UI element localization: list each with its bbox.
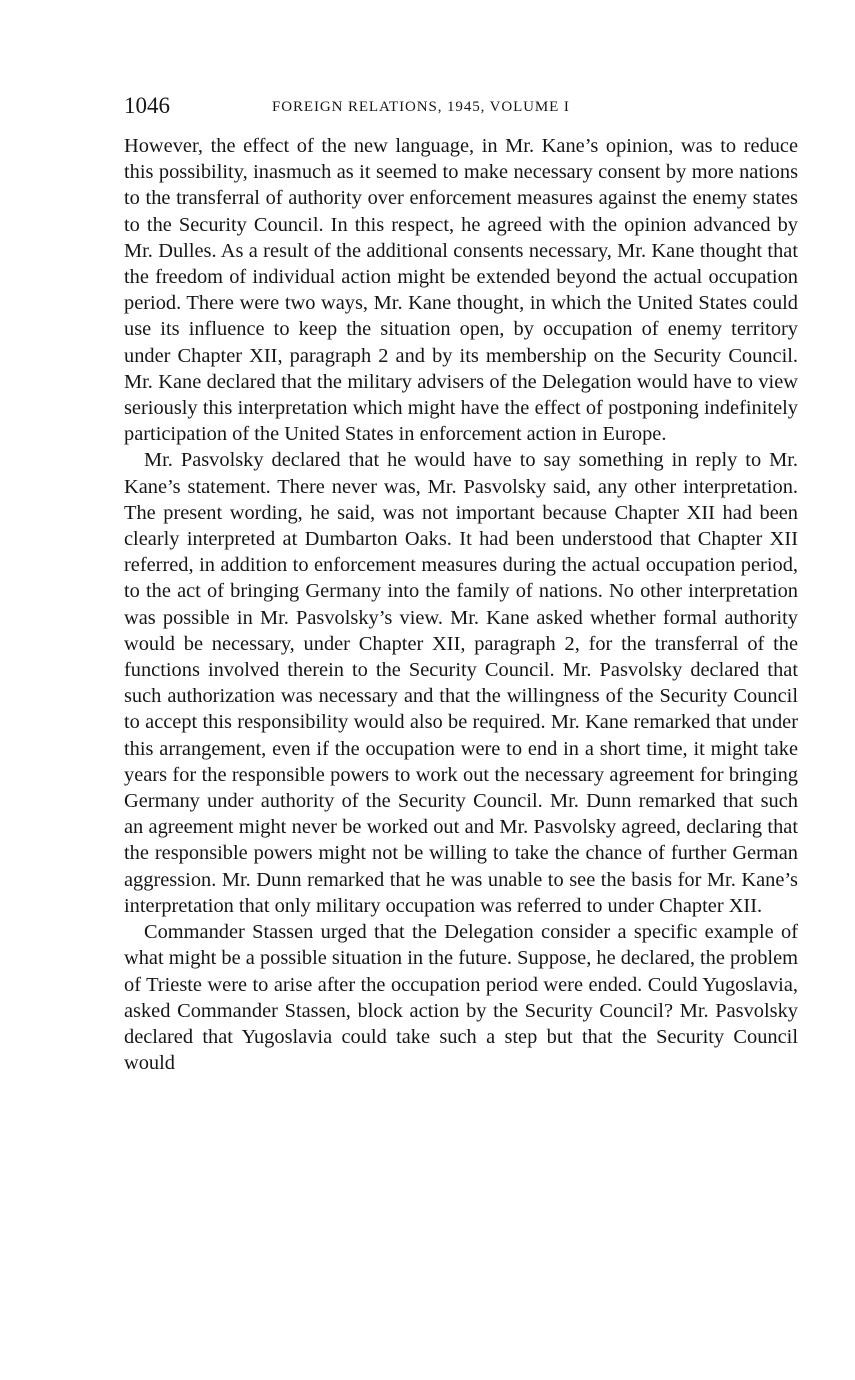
running-head <box>124 92 798 126</box>
body-text <box>124 133 798 1076</box>
page-number: 1046 <box>124 93 170 118</box>
paragraph-pasvolsky-reply: Mr. Pasvolsky declared that he would have to say something in reply to Mr. Kane’s statement. There never was, Mr. Pasvolsky said, any other interpretation. The present wording, he said, was not important because Chapter XII had been clearly interpreted at Dumbarton Oaks. It had been understood that Chapter XII referred, in addition to enforcement measures during the actual occupation period, to the act of bringing Germany into the family of nations. No other interpretation was possible in Mr. Pasvolsky’s view. Mr. Kane asked whether formal authority would be necessary, under Chapter XII, paragraph 2, for the transferral of the functions involved therein to the Security Council. Mr. Pasvolsky declared that such authorization was necessary and that the willingness of the Security Council to accept this responsibility would also be required. Mr. Kane remarked that under this arrangement, even if the occupation were to end in a short time, it might take years for the responsible powers to work out the necessary agreement for bringing Germany under authority of the Security Council. Mr. Dunn remarked that such an agreement might never be worked out and Mr. Pasvolsky agreed, declaring that the responsible powers might not be willing to take the chance of further German aggression. Mr. Dunn remarked that he was unable to see the basis for Mr. Kane’s interpretation that only military occupation was referred to under Chapter XII. <box>124 449 798 917</box>
paragraph-kane-opinion: However, the effect of the new language, in Mr. Kane’s opinion, was to reduce this possibility, inasmuch as it seemed to make necessary consent by more nations to the transferral of authority over enforcement measures against the enemy states to the Security Council. In this respect, he agreed with the opinion advanced by Mr. Dulles. As a result of the additional consents necessary, Mr. Kane thought that the freedom of individual action might be extended beyond the actual occupation period. There were two ways, Mr. Kane thought, in which the United States could use its influence to keep the situation open, by occupation of enemy territory under Chapter XII, paragraph 2 and by its membership on the Security Council. Mr. Kane declared that the military advisers of the Delegation would have to view seriously this interpretation which might have the effect of postponing indefinitely participation of the United States in enforcement action in Europe. <box>124 135 798 446</box>
paragraph-stassen-example: Commander Stassen urged that the Delegation consider a specific example of what might be a possible situation in the future. Suppose, he declared, the problem of Trieste were to arise after the occupation period were ended. Could Yugoslavia, asked Commander Stassen, block action by the Security Council? Mr. Pasvolsky declared that Yugoslavia could take such a step but that the Security Council would <box>124 921 798 1075</box>
running-title: FOREIGN RELATIONS, 1945, VOLUME I <box>272 99 570 115</box>
document-page <box>124 92 798 1076</box>
